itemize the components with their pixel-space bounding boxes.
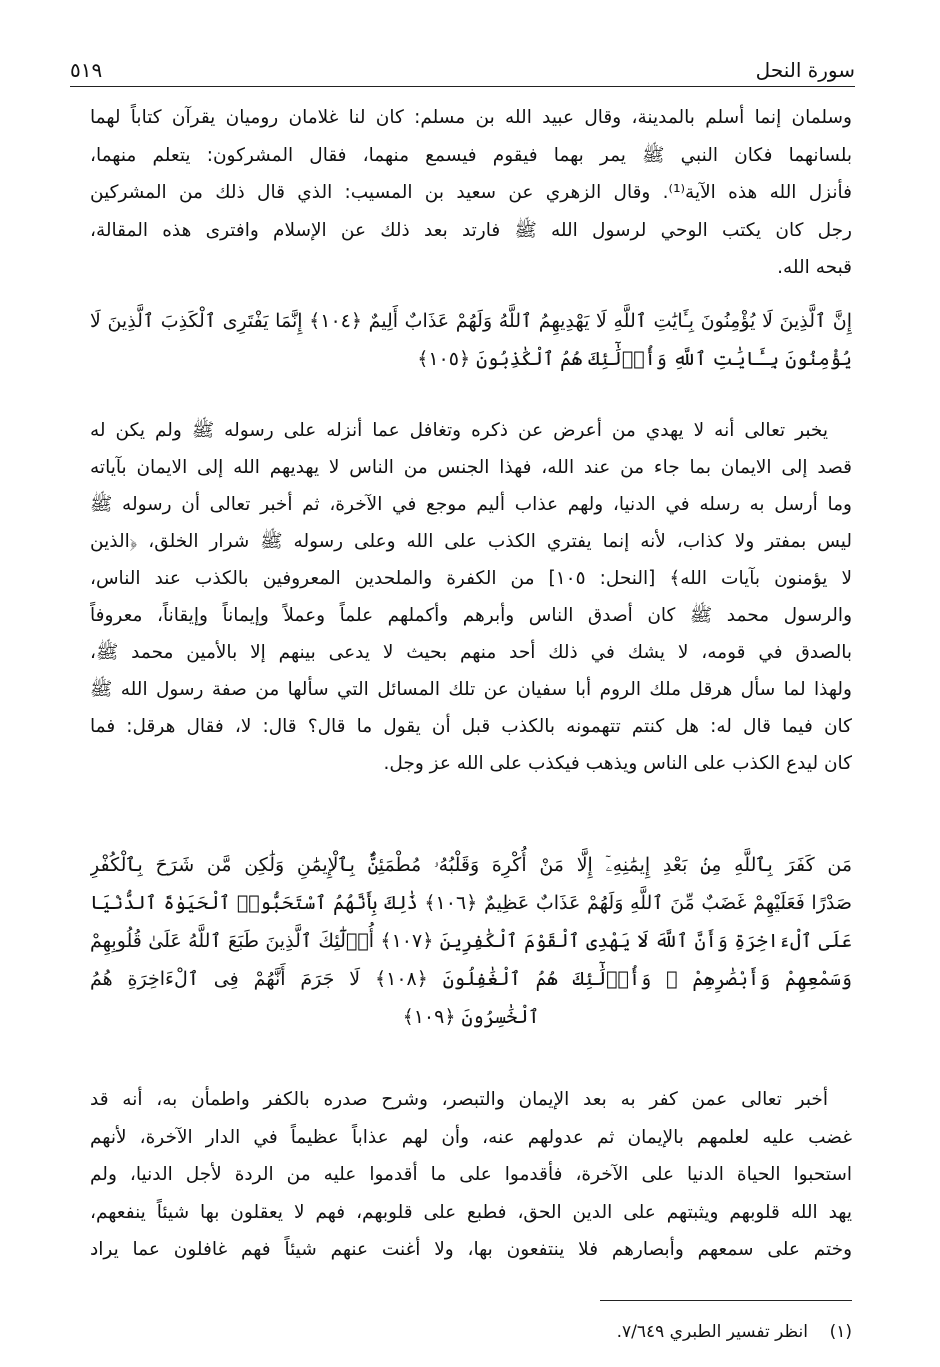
verse-line: ٱلْخَٰسِرُونَ ﴿١٠٩﴾: [402, 1006, 540, 1028]
paragraph-3: [90, 1081, 852, 1269]
text-line: وسلمان إنما أسلم بالمدينة، وقال عبيد الله بن مسلم: كان لنا غلامان روميان يقرآن كتاباً لهما: [90, 107, 852, 128]
quran-verse-2: [90, 846, 852, 1036]
text-line: أخبر تعالى عمن كفر به بعد الإيمان والتبصر، وشرح صدره بالكفر واطمأن به، أنه قد: [90, 1089, 828, 1110]
footnote-divider: [600, 1300, 852, 1301]
verse-line: عَلَى ٱلْءَاخِرَةِ وَأَنَّ ٱللَّهَ لَا يَهْدِى ٱلْقَوْمَ ٱلْكَٰفِرِينَ ﴿١٠٧﴾ أُو۟لَٰٓئِكَ ٱلَّذِينَ طَبَعَ ٱللَّهُ عَلَىٰ قُلُوبِهِمْ: [90, 930, 852, 952]
text-line: بلسانهما فكان النبي ﷺ يمر بهما فيقوم فيسمع منهما، فقال المشركون: يتعلم منهما،: [90, 144, 852, 166]
text-line: رجل كان يكتب الوحي لرسول الله ﷺ فارتد بعد ذلك عن الإسلام وافترى هذه المقالة،: [90, 219, 852, 241]
text-line: وختم على سمعهم وأبصارهم فلا ينتفعون بها، ولا أغنت عنهم شيئاً فهم غافلون عما يراد: [90, 1239, 852, 1260]
verse-line: صَدْرًا فَعَلَيْهِمْ غَضَبٌ مِّنَ ٱللَّهِ وَلَهُمْ عَذَابٌ عَظِيمٌ ﴿١٠٦﴾ ذَٰلِكَ بِأَنَّهُمُ ٱسْتَحَبُّوا۟ ٱلْحَيَوٰةَ ٱلدُّنْيَا: [90, 892, 852, 914]
text-line: كان فيما قال له: هل كنتم تتهمونه بالكذب قبل أن يقول ما قال؟ قال: لا، فقال هرقل: فما: [90, 716, 852, 737]
footnote-text: انظر تفسير الطبري ٧/٦٤٩.: [616, 1322, 808, 1342]
text-line: لا يؤمنون بآيات الله﴾ [النحل: ١٠٥] من الكفرة والملحدين المعروفين بالكذب عند الناس،: [90, 568, 852, 589]
text-line: استحبوا الحياة الدنيا على الآخرة، فأقدموا على ما أقدموا عليه من الردة لأجل الدنيا، ولم: [90, 1164, 852, 1185]
verse-line: وَسَمْعِهِمْ وَأَبْصَٰرِهِمْ ۖ وَأُو۟لَٰٓئِكَ هُمُ ٱلْغَٰفِلُونَ ﴿١٠٨﴾ لَا جَرَمَ أَنَّهُمْ فِى ٱلْءَاخِرَةِ هُمُ: [90, 968, 852, 990]
footnote: [617, 1322, 852, 1342]
text-line: كان ليدع الكذب على الناس ويذهب فيكذب على الله عز وجل.: [383, 753, 852, 774]
paragraph-1: [90, 99, 852, 287]
text-line: ولهذا لما سأل هرقل ملك الروم أبا سفيان عن تلك المسائل التي سألها من صفة رسول الله ﷺ: [90, 679, 852, 700]
page-number: ٥١٩: [70, 58, 103, 82]
text-line: فأنزل الله هذه الآية⁽¹⁾. وقال الزهري عن سعيد بن المسيب: الذي قال ذلك من المشركين: [90, 182, 852, 203]
verse-line: إِنَّ ٱلَّذِينَ لَا يُؤْمِنُونَ بِـَٔايَٰتِ ٱللَّهِ لَا يَهْدِيهِمُ ٱللَّهُ وَلَهُمْ عَذَابٌ أَلِيمٌ ﴿١٠٤﴾ إِنَّمَا يَفْتَرِى ٱلْكَذِبَ ٱلَّذِينَ لَا: [90, 310, 852, 332]
quran-verse-1: [90, 302, 852, 378]
text-line: ليس بمفتر ولا كذاب، لأنه إنما يفتري الكذب على الله وعلى رسوله ﷺ شرار الخلق، ﴿الذين: [90, 531, 852, 552]
verse-line: يُؤْمِنُونَ بِـَٔايَٰتِ ٱللَّهِ وَأُو۟لَٰٓئِكَ هُمُ ٱلْكَٰذِبُونَ ﴿١٠٥﴾: [417, 348, 852, 370]
text-line: قصد إلى الايمان بما جاء من عند الله، فهذا الجنس من الناس لا يهديهم الله إلى الايمان بآياته: [90, 457, 852, 478]
page-header: [70, 52, 855, 87]
text-line: يخبر تعالى أنه لا يهدي من أعرض عن ذكره وتغافل عما أنزله على رسوله ﷺ ولم يكن له: [90, 420, 828, 441]
footnote-marker: (١): [829, 1322, 852, 1342]
surah-title: سورة النحل: [755, 58, 855, 82]
paragraph-2: [90, 412, 852, 782]
text-line: غضب عليه لعلمهم بالإيمان ثم عدولهم عنه، وأن لهم عذاباً عظيماً في الدار الآخرة، لأنهم: [90, 1126, 852, 1148]
text-line: وما أرسل به رسله في الدنيا، ولهم عذاب أليم موجع في الآخرة، ثم أخبر تعالى أن رسوله ﷺ: [90, 494, 852, 515]
text-line: بالصدق في قومه، لا يشك في ذلك أحد منهم بحيث لا يدعى بينهم إلا بالأمين محمد ﷺ،: [90, 642, 852, 663]
text-line: يهد الله قلوبهم ويثبتهم على الدين الحق، فطبع على قلوبهم، فهم لا يعقلون بها شيئاً ينفعهم،: [90, 1201, 852, 1223]
verse-line: مَن كَفَرَ بِٱللَّهِ مِنۢ بَعْدِ إِيمَٰنِهِۦٓ إِلَّا مَنْ أُكْرِهَ وَقَلْبُهُۥ مُطْمَئِنٌّۢ بِٱلْإِيمَٰنِ وَلَٰكِن مَّن شَرَحَ بِٱلْكُفْرِ: [90, 854, 852, 876]
text-line: والرسول محمد ﷺ كان أصدق الناس وأبرهم وأكملهم علماً وعملاً وإيماناً وإيقاناً، معروفاً: [90, 605, 852, 626]
text-line: قبحه الله.: [777, 257, 852, 278]
